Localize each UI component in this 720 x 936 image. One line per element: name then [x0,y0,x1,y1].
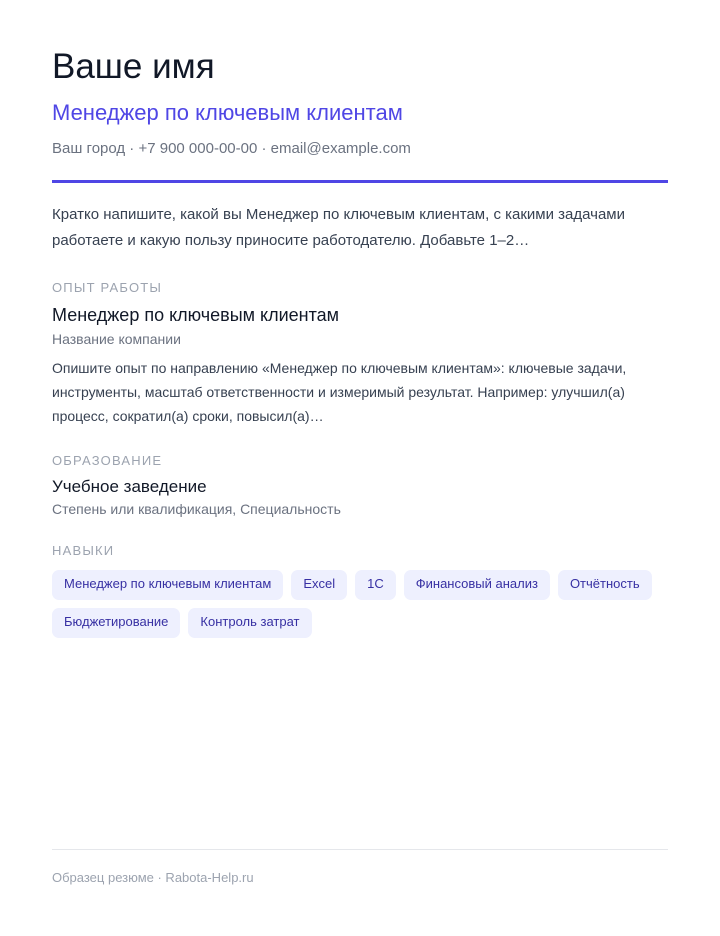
skill-chip: Финансовый анализ [404,570,550,600]
skill-chip: Контроль затрат [188,608,311,638]
header-divider [52,180,668,183]
footer-divider [52,849,668,850]
contact-line: Ваш город · +7 900 000-00-00 · email@example.com [52,140,411,157]
footer-text: Образец резюме · Rabota-Help.ru [52,870,254,885]
job-title: Менеджер по ключевым клиентам [52,305,340,325]
education-degree: Степень или квалификация, Специальность [52,501,341,517]
resume-role: Менеджер по ключевым клиентам [52,100,403,125]
skills-section-title: НАВЫКИ [52,543,115,558]
skill-chip: Бюджетирование [52,608,180,638]
skill-chip: Excel [291,570,347,600]
company-name: Название компании [52,331,181,347]
job-description: Опишите опыт по направлению «Менеджер по ключевым клиентам»: ключевые задачи, инструменты, масштаб ответственности и измеримый результат. Например: улучшил(а) процесс, сократил(а) сроки, повысил(а)… [52,360,627,424]
resume-name: Ваше имя [52,47,215,86]
summary-text: Кратко напишите, какой вы Менеджер по ключевым клиентам, с какими задачами работаете и какую пользу приносите работодателю. Добавьте 1–2… [52,206,625,249]
skill-chip: Менеджер по ключевым клиентам [52,570,283,600]
resume-page [52,0,668,936]
skill-chip: 1С [355,570,396,600]
skill-chip: Отчётность [558,570,652,600]
experience-section-title: ОПЫТ РАБОТЫ [52,280,163,295]
education-section-title: ОБРАЗОВАНИЕ [52,453,163,468]
education-institution: Учебное заведение [52,477,207,496]
skills-list [52,570,668,638]
